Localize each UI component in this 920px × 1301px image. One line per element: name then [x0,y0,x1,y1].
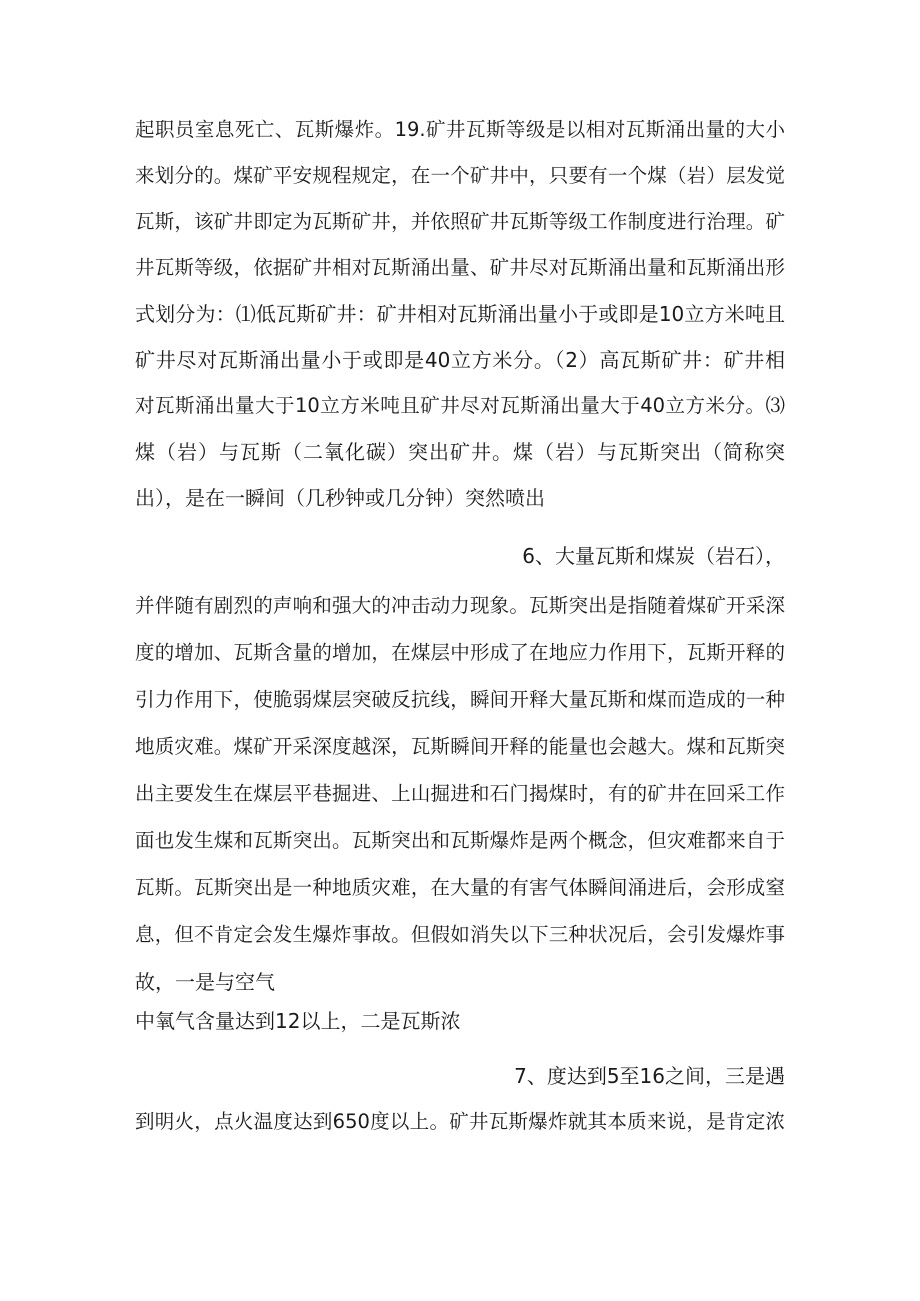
paragraph-line: 瓦斯。瓦斯突出是一种地质灾难，在大量的有害气体瞬间涌进后，会形成窒 [135,876,785,899]
paragraph-line: 起职员室息死亡、瓦斯爆炸。19.矿井瓦斯等级是以相对瓦斯涌出量的大小 [135,118,785,141]
section-heading-6: 6、大量瓦斯和煤炭（岩石）， [522,544,785,568]
paragraph-line: 息，但不肯定会发生爆炸事故。但假如消失以下三种状况后，会引发爆炸事 [135,923,785,946]
paragraph-line: 中氧气含量达到12以上，二是瓦斯浓 [135,1009,461,1033]
paragraph-line: 度的增加、瓦斯含量的增加，在煤层中形成了在地应力作用下，瓦斯开释的 [135,641,785,664]
paragraph-line: 矿井尽对瓦斯涌出量小于或即是40立方米分。（2）高瓦斯矿井：矿井相 [135,348,785,372]
paragraph-line: 故，一是与空气 [135,970,275,994]
section-heading-7: 7、度达到5至16之间，三是遇 [514,1064,785,1088]
paragraph-line: 式划分为：⑴低瓦斯矿井：矿井相对瓦斯涌出量小于或即是10立方米吨且 [135,302,785,326]
paragraph-line: 到明火，点火温度达到650度以上。矿井瓦斯爆炸就其本质来说，是肯定浓 [135,1110,785,1133]
paragraph-line: 来划分的。煤矿平安规程规定，在一个矿井中，只要有一个煤（岩）层发觉 [135,164,785,187]
paragraph-line: 出主要发生在煤层平巷掘进、上山掘进和石门揭煤时，有的矿井在回采工作 [135,782,785,805]
paragraph-line: 煤（岩）与瓦斯（二氧化碳）突出矿井。煤（岩）与瓦斯突出（简称突 [135,440,785,464]
paragraph-line: 地质灾难。煤矿开采深度越深，瓦斯瞬间开释的能量也会越大。煤和瓦斯突 [135,735,785,758]
paragraph-line: 引力作用下，使脆弱煤层突破反抗线，瞬间开释大量瓦斯和煤而造成的一种 [135,688,785,711]
paragraph-line: 出），是在一瞬间（几秒钟或几分钟）突然喷出 [135,486,545,510]
paragraph-line: 对瓦斯涌出量大于10立方米吨且矿井尽对瓦斯涌出量大于40立方米分。⑶ [135,394,785,417]
paragraph-line: 井瓦斯等级，依据矿井相对瓦斯涌出量、矿井尽对瓦斯涌出量和瓦斯涌出形 [135,256,785,279]
paragraph-line: 瓦斯，该矿井即定为瓦斯矿井，并依照矿井瓦斯等级工作制度进行治理。矿 [135,210,785,233]
paragraph-line: 面也发生煤和瓦斯突出。瓦斯突出和瓦斯爆炸是两个概念，但灾难都来自于 [135,829,785,852]
paragraph-line: 并伴随有剧烈的声响和强大的冲击动力现象。瓦斯突出是指随着煤矿开采深 [135,594,785,617]
